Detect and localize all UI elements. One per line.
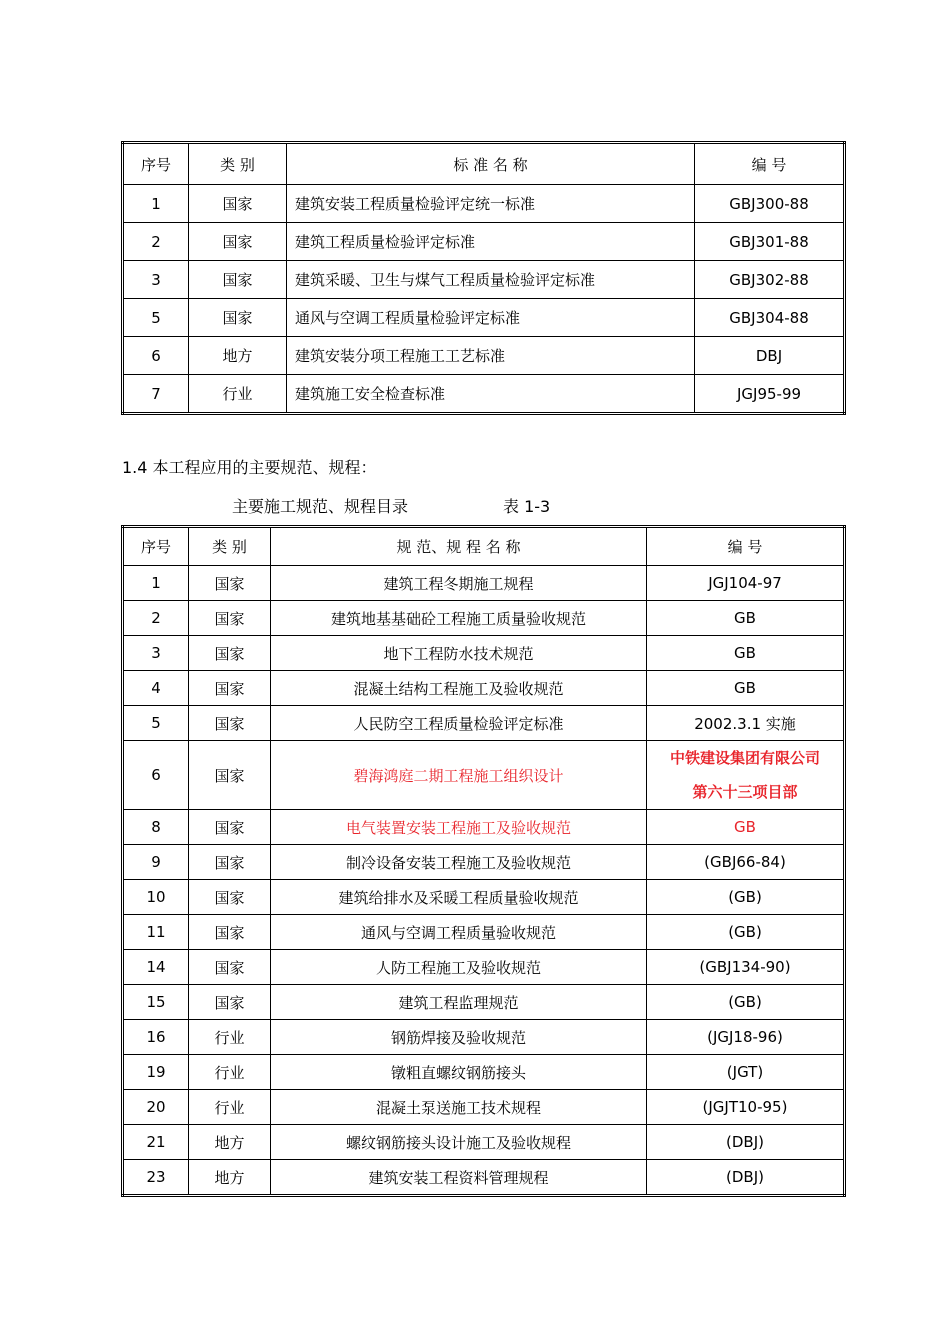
row-code: (DBJ) [647, 1160, 845, 1196]
table-row [123, 1160, 845, 1196]
row-name: 建筑工程质量检验评定标准 [287, 223, 695, 261]
table-row [123, 915, 845, 950]
row-name: 镦粗直螺纹钢筋接头 [271, 1055, 647, 1090]
table-row [123, 337, 845, 375]
header-no: 序号 [123, 527, 189, 566]
row-category: 国家 [189, 299, 287, 337]
row-no: 11 [123, 915, 189, 950]
row-code: GBJ302-88 [695, 261, 845, 299]
row-category: 行业 [189, 1020, 271, 1055]
row-code: (GB) [647, 915, 845, 950]
header-name: 规 范、规 程 名 称 [271, 527, 647, 566]
row-name: 碧海鸿庭二期工程施工组织设计 [271, 741, 647, 810]
row-category: 地方 [189, 1160, 271, 1196]
row-code: (JGJ18-96) [647, 1020, 845, 1055]
row-name: 电气装置安装工程施工及验收规范 [271, 810, 647, 845]
row-category: 国家 [189, 706, 271, 741]
row-name: 建筑施工安全检查标准 [287, 375, 695, 414]
row-name: 通风与空调工程质量验收规范 [271, 915, 647, 950]
row-no: 3 [123, 636, 189, 671]
row-name: 混凝土结构工程施工及验收规范 [271, 671, 647, 706]
row-code: (GBJ134-90) [647, 950, 845, 985]
row-name: 人防工程施工及验收规范 [271, 950, 647, 985]
table-row [123, 671, 845, 706]
row-code: 2002.3.1 实施 [647, 706, 845, 741]
row-no: 1 [123, 185, 189, 223]
row-code: (GB) [647, 880, 845, 915]
row-no: 1 [123, 566, 189, 601]
row-code-line2: 第六十三项目部 [692, 783, 798, 801]
row-no: 21 [123, 1125, 189, 1160]
table-row [123, 880, 845, 915]
row-category: 国家 [189, 915, 271, 950]
row-no: 16 [123, 1020, 189, 1055]
row-category: 国家 [189, 223, 287, 261]
row-no: 6 [123, 337, 189, 375]
row-category: 地方 [189, 337, 287, 375]
row-category: 国家 [189, 880, 271, 915]
row-code: (JGJT10-95) [647, 1090, 845, 1125]
row-category: 国家 [189, 950, 271, 985]
row-code: GB [647, 810, 845, 845]
row-code: JGJ104-97 [647, 566, 845, 601]
row-category: 地方 [189, 1125, 271, 1160]
row-category: 行业 [189, 375, 287, 414]
row-code: GBJ301-88 [695, 223, 845, 261]
table-row [123, 706, 845, 741]
row-no: 6 [123, 741, 189, 810]
row-category: 国家 [189, 810, 271, 845]
row-no: 19 [123, 1055, 189, 1090]
row-category: 国家 [189, 636, 271, 671]
table-row [123, 261, 845, 299]
row-name: 混凝土泵送施工技术规程 [271, 1090, 647, 1125]
table-caption-title: 主要施工规范、规程目录 [232, 497, 409, 516]
row-category: 国家 [189, 261, 287, 299]
row-category: 国家 [189, 601, 271, 636]
header-code: 编 号 [647, 527, 845, 566]
row-name: 通风与空调工程质量检验评定标准 [287, 299, 695, 337]
table-row [123, 299, 845, 337]
table-caption-label: 表 1-3 [503, 497, 551, 516]
row-name: 建筑地基基础砼工程施工质量验收规范 [271, 601, 647, 636]
row-no: 14 [123, 950, 189, 985]
row-name: 建筑给排水及采暖工程质量验收规范 [271, 880, 647, 915]
row-no: 23 [123, 1160, 189, 1196]
row-no: 3 [123, 261, 189, 299]
row-no: 7 [123, 375, 189, 414]
table-row [123, 1020, 845, 1055]
header-name: 标 准 名 称 [287, 143, 695, 185]
row-name: 建筑工程冬期施工规程 [271, 566, 647, 601]
row-no: 2 [123, 601, 189, 636]
row-no: 9 [123, 845, 189, 880]
table-row [123, 185, 845, 223]
table-row [123, 845, 845, 880]
section-heading: 1.4 本工程应用的主要规范、规程： [122, 458, 377, 477]
table-row [123, 950, 845, 985]
header-category: 类 别 [189, 527, 271, 566]
row-code: GBJ304-88 [695, 299, 845, 337]
row-name: 螺纹钢筋接头设计施工及验收规程 [271, 1125, 647, 1160]
row-no: 20 [123, 1090, 189, 1125]
row-no: 10 [123, 880, 189, 915]
row-name: 建筑安装分项工程施工工艺标准 [287, 337, 695, 375]
row-code: (DBJ) [647, 1125, 845, 1160]
row-category: 行业 [189, 1090, 271, 1125]
row-name: 制冷设备安装工程施工及验收规范 [271, 845, 647, 880]
row-name: 建筑工程监理规范 [271, 985, 647, 1020]
header-no: 序号 [123, 143, 189, 185]
table-row [123, 601, 845, 636]
row-name: 地下工程防水技术规范 [271, 636, 647, 671]
row-name: 建筑采暖、卫生与煤气工程质量检验评定标准 [287, 261, 695, 299]
standards-table [121, 141, 846, 415]
row-code: (GB) [647, 985, 845, 1020]
row-no: 5 [123, 299, 189, 337]
row-code: GB [647, 601, 845, 636]
table-row [123, 566, 845, 601]
table-row [123, 1125, 845, 1160]
row-code: (JGT) [647, 1055, 845, 1090]
table-row [123, 1090, 845, 1125]
row-no: 4 [123, 671, 189, 706]
header-code: 编 号 [695, 143, 845, 185]
row-code: DBJ [695, 337, 845, 375]
regulations-table [121, 525, 846, 1197]
table-row [123, 985, 845, 1020]
header-category: 类 别 [189, 143, 287, 185]
row-code: (GBJ66-84) [647, 845, 845, 880]
row-name: 钢筋焊接及验收规范 [271, 1020, 647, 1055]
table-header-row [123, 143, 845, 185]
table-row [123, 636, 845, 671]
row-no: 5 [123, 706, 189, 741]
row-code: GB [647, 636, 845, 671]
row-name: 建筑安装工程质量检验评定统一标准 [287, 185, 695, 223]
row-category: 国家 [189, 671, 271, 706]
row-code: JGJ95-99 [695, 375, 845, 414]
row-no: 8 [123, 810, 189, 845]
table-row [123, 1055, 845, 1090]
row-no: 15 [123, 985, 189, 1020]
row-no: 2 [123, 223, 189, 261]
row-category: 国家 [189, 741, 271, 810]
row-name: 建筑安装工程资料管理规程 [271, 1160, 647, 1196]
row-code-line1: 中铁建设集团有限公司 [669, 749, 820, 767]
table-header-row [123, 527, 845, 566]
row-code: GBJ300-88 [695, 185, 845, 223]
row-name: 人民防空工程质量检验评定标准 [271, 706, 647, 741]
table-row [123, 810, 845, 845]
table-row [123, 741, 845, 810]
row-category: 国家 [189, 845, 271, 880]
table-row [123, 223, 845, 261]
row-code: GB [647, 671, 845, 706]
row-category: 国家 [189, 566, 271, 601]
row-category: 行业 [189, 1055, 271, 1090]
row-code [647, 741, 845, 810]
row-category: 国家 [189, 985, 271, 1020]
table-row [123, 375, 845, 414]
row-category: 国家 [189, 185, 287, 223]
